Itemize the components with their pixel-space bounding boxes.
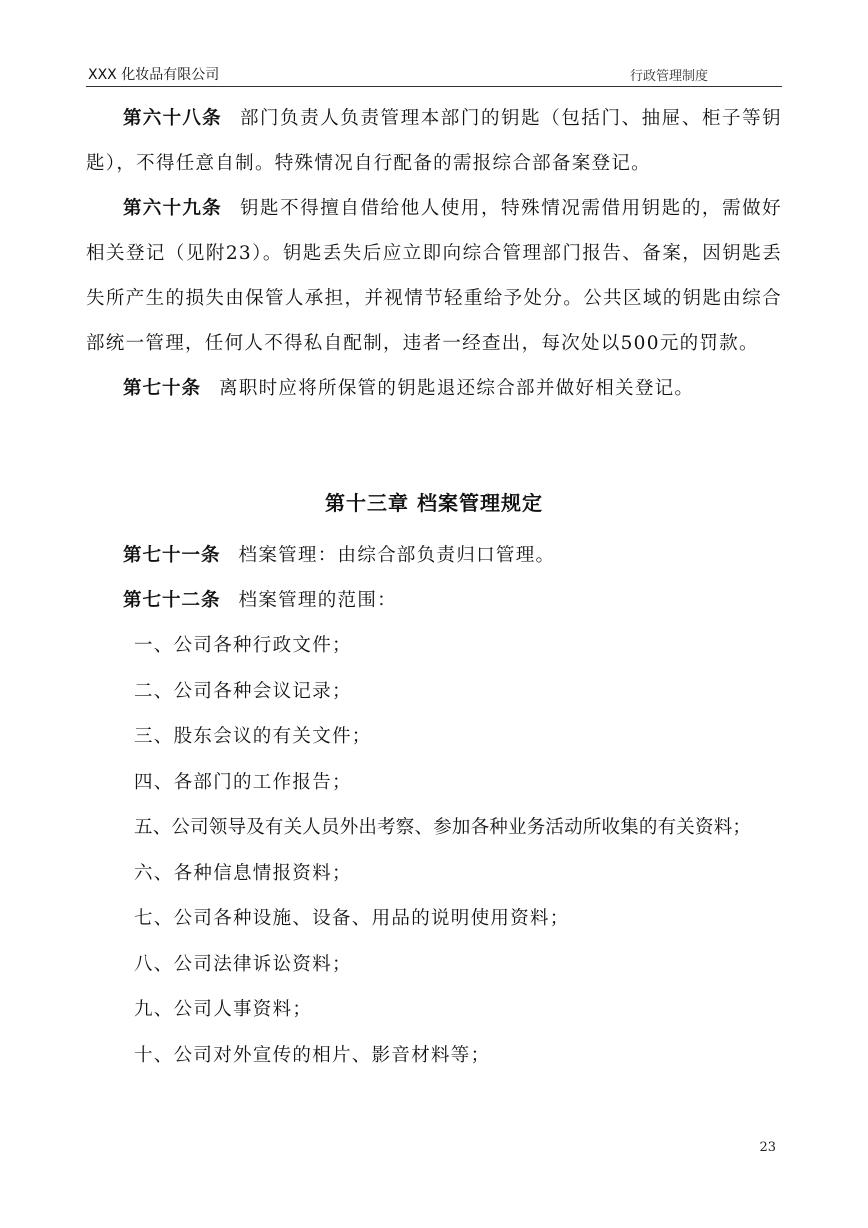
- article-label: 第六十八条: [123, 108, 222, 129]
- article-70: [86, 366, 782, 411]
- scope-item-4: 四、各部门的工作报告；: [134, 771, 352, 793]
- scope-item-2: 二、公司各种会议记录；: [134, 680, 352, 702]
- chapter-title: 第十三章 档案管理规定: [325, 491, 543, 515]
- article-label: 第七十一条: [123, 545, 221, 566]
- article-label: 第六十九条: [123, 198, 222, 219]
- scope-item-9: 九、公司人事资料；: [134, 999, 313, 1020]
- article-69: [86, 186, 782, 366]
- company-name: XXX 化妆品有限公司: [88, 67, 220, 83]
- article-label: 第七十二条: [123, 590, 221, 611]
- scope-item-5: 五、公司领导及有关人员外出考察、参加各种业务活动所收集的有关资料；: [134, 817, 752, 838]
- scope-item-7: 七、公司各种设施、设备、用品的说明使用资料；: [134, 908, 570, 929]
- scope-item-8: 八、公司法律诉讼资料；: [134, 953, 352, 975]
- article-72: [86, 578, 782, 623]
- article-text: 档案管理的范围：: [238, 590, 397, 611]
- document-title: 行政管理制度: [629, 69, 708, 84]
- scope-item-1: 一、公司各种行政文件；: [134, 635, 352, 656]
- scope-item-10: 十、公司对外宣传的相片、影音材料等；: [134, 1044, 491, 1066]
- article-text: 钥匙不得擅自借给他人使用，特殊情况需借用钥匙的，需做好相关登记（见附23）。钥匙丢失后应立即向综合管理部门报告、备案，因钥匙丢失所产生的损失由保管人承担，并视情节轻重给予处分。公共区域的钥匙由综合部统一管理，任何人不得私自配制，违者一经查出，每次处以500元的罚款。: [86, 198, 782, 354]
- article-text: 离职时应将所保管的钥匙退还综合部并做好相关登记。: [219, 378, 695, 399]
- article-label: 第七十条: [123, 378, 202, 399]
- article-text: 档案管理：由综合部负责归口管理。: [238, 545, 556, 566]
- page-header: [86, 60, 782, 87]
- article-71: [86, 533, 782, 578]
- article-text: 部门负责人负责管理本部门的钥匙（包括门、抽屉、柜子等钥匙），不得任意自制。特殊情况自行配备的需报综合部备案登记。: [86, 108, 782, 174]
- document-body: [86, 96, 782, 1078]
- scope-item-3: 三、股东会议的有关文件；: [134, 726, 372, 747]
- page-number: 23: [759, 1140, 776, 1155]
- scope-item-6: 六、各种信息情报资料；: [134, 862, 352, 884]
- article-68: [86, 96, 782, 186]
